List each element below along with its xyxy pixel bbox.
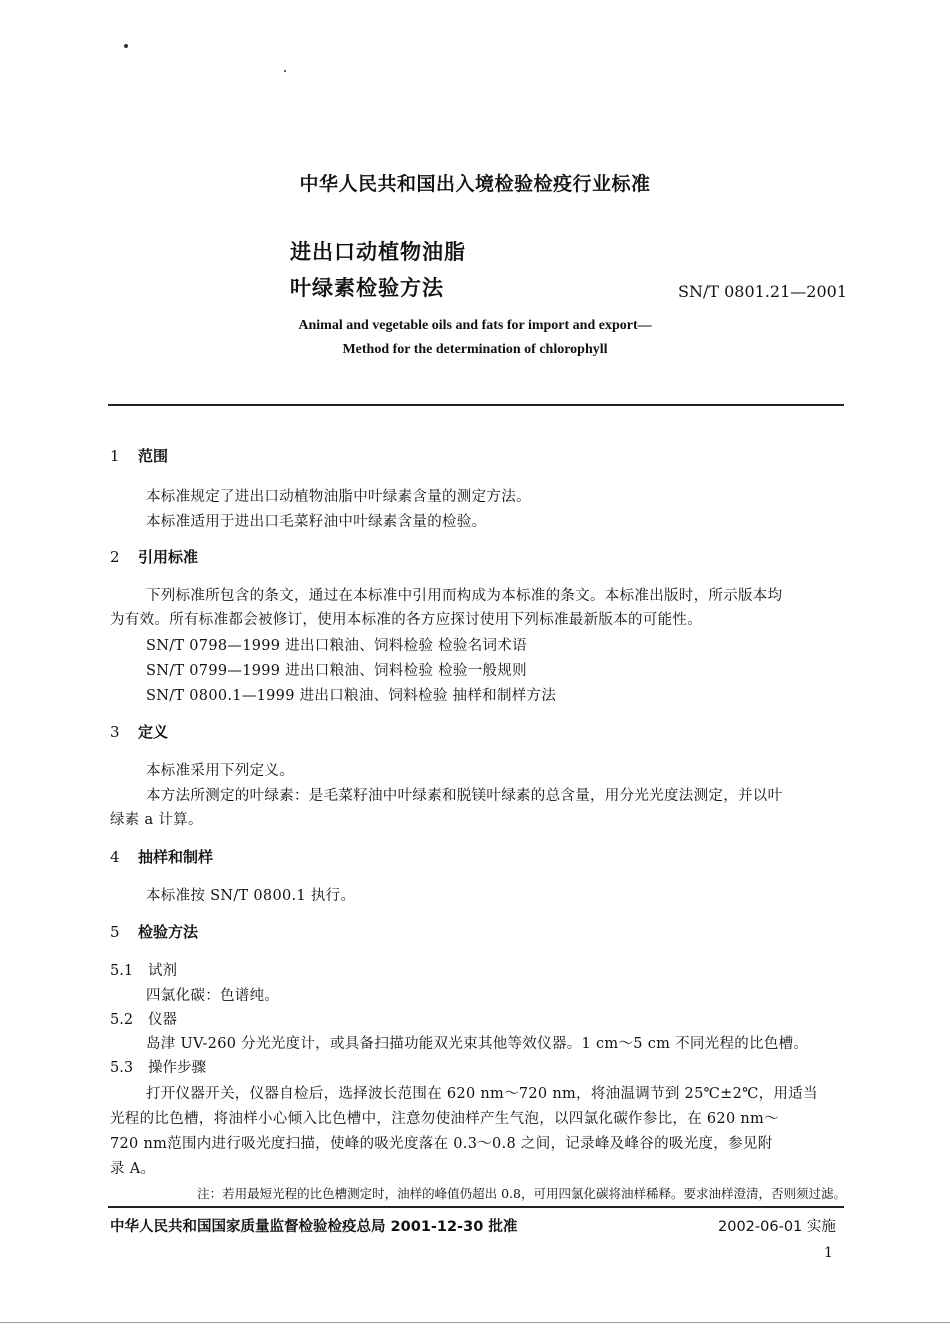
reference-standard-3: SN/T 0800.1—1999 进出口粮油、饲料检验 抽样和制样方法 — [146, 688, 557, 704]
section-5-1-paragraph: 四氯化碳：色谱纯。 — [146, 988, 280, 1004]
title-line-2: 叶绿素检验方法 — [290, 276, 444, 300]
english-title-line-1: Animal and vegetable oils and fats for import and export— — [298, 318, 652, 333]
approval-statement: 中华人民共和国国家质量监督检验检疫总局 2001-12-30 批准 — [110, 1219, 518, 1235]
section-2-paragraph-line-2: 为有效。所有标准都会被修订，使用本标准的各方应探讨使用下列标准最新版本的可能性。 — [110, 612, 702, 628]
section-5-3-paragraph-line-1: 打开仪器开关，仪器自检后，选择波长范围在 620 nm～720 nm，将油温调节到 25℃±2℃，用适当 — [146, 1086, 818, 1102]
section-2-paragraph-line-1: 下列标准所包含的条文，通过在本标准中引用而构成为本标准的条文。本标准出版时，所示版本均 — [146, 588, 783, 604]
reference-standard-1: SN/T 0798—1999 进出口粮油、饲料检验 检验名词术语 — [146, 638, 527, 654]
section-1-paragraph-2: 本标准适用于进出口毛菜籽油中叶绿素含量的检验。 — [146, 514, 487, 530]
scan-edge — [0, 1322, 950, 1323]
reference-standard-2: SN/T 0799—1999 进出口粮油、饲料检验 检验一般规则 — [146, 663, 527, 679]
effective-date: 2002-06-01 实施 — [718, 1219, 836, 1235]
section-5-3-paragraph-line-4: 录 A。 — [110, 1161, 156, 1177]
title-line-1: 进出口动植物油脂 — [290, 240, 466, 264]
procedure-note: 注：若用最短光程的比色槽测定时，油样的峰值仍超出 0.8，可用四氯化碳将油样稀释。要求油样澄清，否则须过滤。 — [197, 1186, 846, 1201]
section-5-heading: 5 检验方法 — [110, 923, 199, 941]
section-5-2-paragraph: 岛津 UV-260 分光光度计，或具备扫描功能双光束其他等效仪器。1 cm～5 cm 不同光程的比色槽。 — [146, 1036, 809, 1052]
section-1-heading: 1 范围 — [110, 447, 169, 465]
section-5-3-paragraph-line-2: 光程的比色槽，将油样小心倾入比色槽中，注意勿使油样产生气泡，以四氯化碳作参比，在 620 nm～ — [110, 1111, 779, 1127]
section-5-3-paragraph-line-3: 720 nm范围内进行吸光度扫描，使峰的吸光度落在 0.3～0.8 之间，记录峰及峰谷的吸光度，参见附 — [110, 1136, 773, 1152]
header-divider — [108, 404, 844, 406]
section-3-heading: 3 定义 — [110, 723, 169, 741]
section-5-2-heading: 5.2 仪器 — [110, 1012, 177, 1028]
section-5-1-heading: 5.1 试剂 — [110, 963, 177, 979]
section-2-heading: 2 引用标准 — [110, 548, 199, 566]
scan-speck — [284, 70, 286, 72]
section-3-paragraph-1: 本标准采用下列定义。 — [146, 763, 294, 779]
standard-number: SN/T 0801.21—2001 — [678, 282, 847, 301]
section-4-paragraph-1: 本标准按 SN/T 0800.1 执行。 — [146, 888, 356, 904]
page-number: 1 — [824, 1245, 833, 1261]
section-3-paragraph-2-line-2: 绿素 a 计算。 — [110, 812, 203, 828]
section-1-paragraph-1: 本标准规定了进出口动植物油脂中叶绿素含量的测定方法。 — [146, 489, 531, 505]
section-5-3-heading: 5.3 操作步骤 — [110, 1060, 206, 1076]
footer-divider — [108, 1206, 844, 1208]
section-4-heading: 4 抽样和制样 — [110, 848, 214, 866]
english-title-line-2: Method for the determination of chlorophyll — [342, 342, 608, 357]
scan-speck — [124, 44, 128, 48]
section-3-paragraph-2-line-1: 本方法所测定的叶绿素：是毛菜籽油中叶绿素和脱镁叶绿素的总含量，用分光光度法测定，并以叶 — [146, 788, 783, 804]
issuing-body-header: 中华人民共和国出入境检验检疫行业标准 — [299, 173, 651, 195]
